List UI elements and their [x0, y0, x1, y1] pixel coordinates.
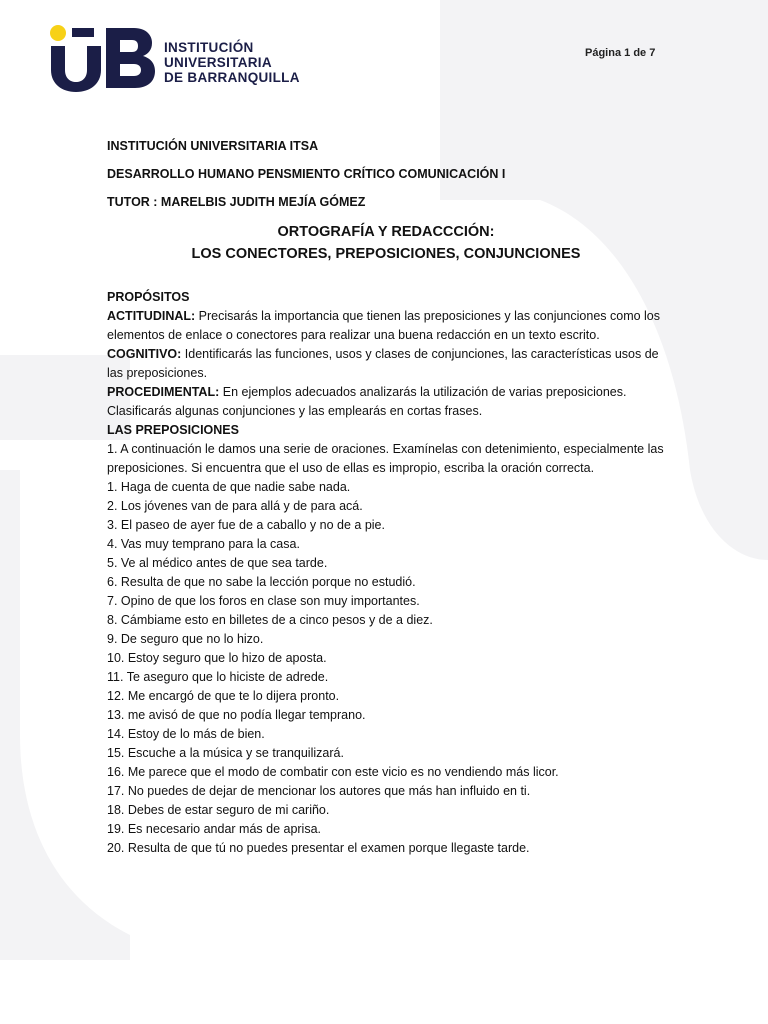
- sentence-item: 2. Los jóvenes van de para allá y de para acá.: [107, 499, 363, 513]
- cognitive-text: Identificarás las funciones, usos y clases de conjunciones, las características usos de las preposiciones.: [107, 347, 659, 380]
- logo-line-3: DE BARRANQUILLA: [164, 70, 300, 85]
- course-name: DESARROLLO HUMANO PENSMIENTO CRÍTICO COMUNICACIÓN I: [107, 167, 506, 181]
- purposes-heading: PROPÓSITOS: [107, 290, 190, 304]
- sentence-item: 6. Resulta de que no sabe la lección porque no estudió.: [107, 575, 416, 589]
- sentence-item: 4. Vas muy temprano para la casa.: [107, 537, 300, 551]
- logo-wordmark: [164, 40, 300, 85]
- page-indicator: [585, 47, 655, 59]
- logo-bar-icon: [72, 28, 94, 37]
- sentence-item: 16. Me parece que el modo de combatir con este vicio es no vendiendo más licor.: [107, 765, 559, 779]
- sentence-item: 7. Opino de que los foros en clase son muy importantes.: [107, 594, 420, 608]
- cognitive-paragraph: [107, 345, 667, 383]
- procedural-paragraph: [107, 383, 667, 421]
- page-sep: de: [633, 47, 647, 59]
- sentence-item: 9. De seguro que no lo hizo.: [107, 632, 264, 646]
- cognitive-label: COGNITIVO:: [107, 347, 182, 361]
- tutor-name: TUTOR : MARELBIS JUDITH MEJÍA GÓMEZ: [107, 195, 366, 209]
- page-current: 1: [624, 47, 631, 59]
- prepositions-instruction: 1. A continuación le damos una serie de oraciones. Examínelas con detenimiento, especialmente las preposiciones. Si encuentra que el uso de ellas es impropio, escriba la oración correcta.: [107, 442, 664, 475]
- title-line-2: LOS CONECTORES, PREPOSICIONES, CONJUNCIONES: [191, 246, 581, 262]
- sentence-item: 11. Te aseguro que lo hiciste de adrede.: [107, 670, 329, 684]
- procedural-text: En ejemplos adecuados analizarás la utilización de varias preposiciones. Clasificarás algunas conjunciones y las emplearás en cortas frases.: [107, 385, 627, 418]
- logo-b-icon: [106, 28, 155, 88]
- institution-name: INSTITUCIÓN UNIVERSITARIA ITSA: [107, 139, 319, 153]
- sentence-item: 19. Es necesario andar más de aprisa.: [107, 822, 322, 836]
- logo-line-2: UNIVERSITARIA: [164, 55, 272, 70]
- sentence-list: [107, 478, 667, 858]
- attitudinal-paragraph: [107, 307, 667, 345]
- page-total: 7: [649, 47, 656, 59]
- attitudinal-label: ACTITUDINAL:: [107, 309, 196, 323]
- sentence-item: 1. Haga de cuenta de que nadie sabe nada.: [107, 480, 351, 494]
- sentence-item: 17. No puedes de dejar de mencionar los autores que más han influido en ti.: [107, 784, 531, 798]
- logo-line-1: INSTITUCIÓN: [164, 40, 254, 55]
- sentence-item: 12. Me encargó de que te lo dijera pronto.: [107, 689, 340, 703]
- sentence-item: 18. Debes de estar seguro de mi cariño.: [107, 803, 330, 817]
- sentence-item: 3. El paseo de ayer fue de a caballo y no de a pie.: [107, 518, 385, 532]
- sentence-item: 13. me avisó de que no podía llegar temprano.: [107, 708, 366, 722]
- logo-yellow-dot-icon: [50, 25, 66, 41]
- sentence-item: 8. Cámbiame esto en billetes de a cinco pesos y de a diez.: [107, 613, 433, 627]
- title-line-1: ORTOGRAFÍA Y REDACCCIÓN:: [277, 224, 495, 240]
- sentence-item: 14. Estoy de lo más de bien.: [107, 727, 265, 741]
- page-label: Página: [585, 47, 622, 59]
- attitudinal-text: Precisarás la importancia que tienen las preposiciones y las conjunciones como los elementos de enlace o conectores para realizar una buena redacción en un texto escrito.: [107, 309, 661, 342]
- procedural-label: PROCEDIMENTAL:: [107, 385, 220, 399]
- sentence-item: 20. Resulta de que tú no puedes presentar el examen porque llegaste tarde.: [107, 841, 530, 855]
- sentence-item: 10. Estoy seguro que lo hizo de aposta.: [107, 651, 327, 665]
- sentence-item: 5. Ve al médico antes de que sea tarde.: [107, 556, 328, 570]
- document-body: [107, 288, 667, 858]
- logo-u-icon: [51, 46, 101, 92]
- sentence-item: 15. Escuche a la música y se tranquilizará.: [107, 746, 344, 760]
- prepositions-heading: LAS PREPOSICIONES: [107, 423, 239, 437]
